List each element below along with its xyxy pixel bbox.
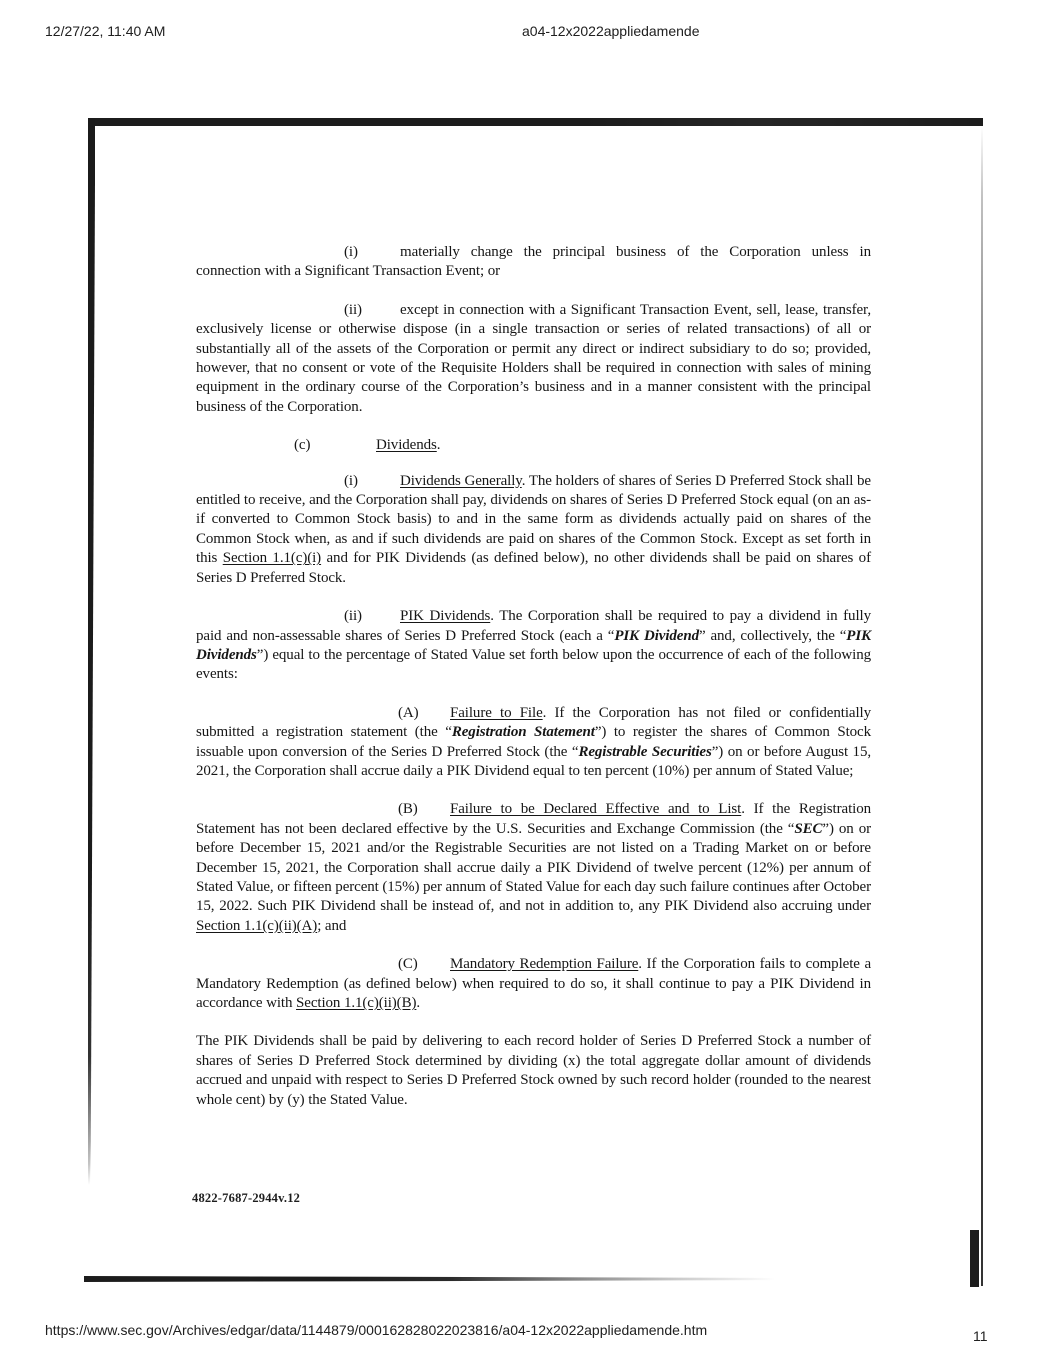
text-run: ” and, collectively, the “ <box>698 627 847 644</box>
print-footer-url: https://www.sec.gov/Archives/edgar/data/1144879/000162828022023816/a04-12x2022appliedamende.htm <box>45 1322 708 1338</box>
paragraph <box>196 607 871 685</box>
text-run: and for PIK Dividends (as defined below), no other dividends shall be paid on shares of Series D Preferred Stock. <box>196 550 871 586</box>
paragraph <box>196 301 871 417</box>
paragraph <box>196 243 871 282</box>
text-run: materially change the principal business of the Corporation unless in connection with a Significant Transaction Event; or <box>196 244 871 280</box>
text-run: ”) on or before December 15, 2021 and/or the Registrable Securities are not listed on a Trading Market on or before December 15, 2021, the Corporation shall accrue daily a PIK Dividend of twelve percent (12%) per annum of Stated Value, or fifteen percent (15%) per annum of Stated Value for each day such failure continues after October 15, 2022. Such PIK Dividend shall be instead of, and not in addition to, any PIK Dividend also accruing under <box>196 820 871 915</box>
defined-term: PIK Dividend <box>614 627 699 644</box>
defined-term: Registration Statement <box>451 724 595 741</box>
scan-border-left <box>88 118 95 1185</box>
text-run: ”) on or before August 15, 2021, the Corporation shall accrue daily a PIK Dividend equal to ten percent (10%) per annum of Stated Value; <box>196 743 872 779</box>
underlined-text: PIK Dividends <box>400 608 491 625</box>
scan-border-top <box>88 118 983 126</box>
underlined-text: Section 1.1(c)(ii)(B) <box>296 995 417 1011</box>
paragraph-label: (C) <box>398 956 418 973</box>
underlined-text: Section 1.1(c)(ii)(A) <box>196 917 318 934</box>
scan-border-bottom <box>84 1276 789 1282</box>
text-run: ; and <box>317 917 347 934</box>
text-run: . <box>416 995 421 1011</box>
underlined-text: Dividends <box>376 437 437 454</box>
print-header-title: a04-12x2022appliedamende <box>522 23 700 39</box>
defined-term: PIK Dividends <box>196 627 871 663</box>
underlined-text: Dividends Generally <box>400 472 522 489</box>
paragraph-label: (B) <box>398 801 418 818</box>
underlined-text: Mandatory Redemption Failure <box>450 956 639 973</box>
paragraph <box>196 704 871 782</box>
scan-border-right <box>981 126 983 1286</box>
text-run: . If the Corporation has not filed or confidentially submitted a registration statement (the “ <box>196 704 871 741</box>
text-run: The PIK Dividends shall be paid by delivering to each record holder of Series D Preferred Stock a number of shares of Series D Preferred Stock determined by dividing (x) the total aggregate dollar amount of dividends accrued and unpaid with respect to Series D Preferred Stock owned by such record holder (rounded to the nearest whole cent) by (y) the Stated Value. <box>196 1033 871 1108</box>
defined-term: Registrable Securities <box>578 743 712 760</box>
text-run: . If the Registration Statement has not been declared effective by the U.S. Securities and Exchange Commission (the “ <box>196 801 872 837</box>
paragraph <box>196 800 871 936</box>
text-run: . The Corporation shall be required to pay a dividend in fully paid and non-assessable shares of Series D Preferred Stock (each a “ <box>196 608 871 644</box>
scan-border-corner <box>970 1230 979 1287</box>
text-run: ”) equal to the percentage of Stated Value set forth below upon the occurrence of each of the following events: <box>196 646 871 683</box>
text-run: . <box>436 437 441 454</box>
paragraph-label: (i) <box>344 244 358 260</box>
paragraph-label: (ii) <box>344 608 362 625</box>
paragraph-label: (ii) <box>344 301 362 318</box>
underlined-text: Section 1.1(c)(i) <box>222 550 322 567</box>
underlined-text: Failure to File <box>450 704 543 721</box>
paragraph-label: (c) <box>294 437 311 454</box>
underlined-text: Failure to be Declared Effective and to List <box>450 801 742 818</box>
paragraph <box>196 1032 871 1110</box>
paragraph-label: (i) <box>344 472 358 489</box>
text-run: ”) to register the shares of Common Stock issuable upon conversion of the Series D Preferred Stock (the “ <box>196 724 872 760</box>
document-footnote: 4822-7687-2944v.12 <box>192 1191 301 1205</box>
paragraph <box>196 436 871 455</box>
print-header-datetime: 12/27/22, 11:40 AM <box>45 23 166 39</box>
document-text <box>196 243 871 1110</box>
text-run: . If the Corporation fails to complete a Mandatory Redemption (as defined below) when required to do so, it shall continue to pay a PIK Dividend in accordance with <box>196 956 872 1011</box>
print-footer-page-number: 11 <box>973 1328 988 1344</box>
text-run: . The holders of shares of Series D Preferred Stock shall be entitled to receive, and the Corporation shall pay, dividends on shares of Series D Preferred Stock equal (on an as-if converted to Common Stock basis) to and in the same form as dividends actually paid on shares of the Common Stock when, as and if such dividends are paid on shares of the Common Stock. Except as set forth in this <box>196 472 871 567</box>
paragraph-label: (A) <box>398 704 419 721</box>
defined-term: SEC <box>794 820 823 837</box>
paragraph <box>196 955 871 1013</box>
paragraph <box>196 472 871 588</box>
text-run: except in connection with a Significant Transaction Event, sell, lease, transfer, exclusively license or otherwise dispose (in a single transaction or series of related transactions) of all or substantially all of the assets of the Corporation or permit any direct or indirect subsidiary to do so; provided, however, that no consent or vote of the Requisite Holders shall be required in connection with sales of mining equipment in the ordinary course of the Corporation’s business and in a manner consistent with the principal business of the Corporation. <box>196 301 871 415</box>
